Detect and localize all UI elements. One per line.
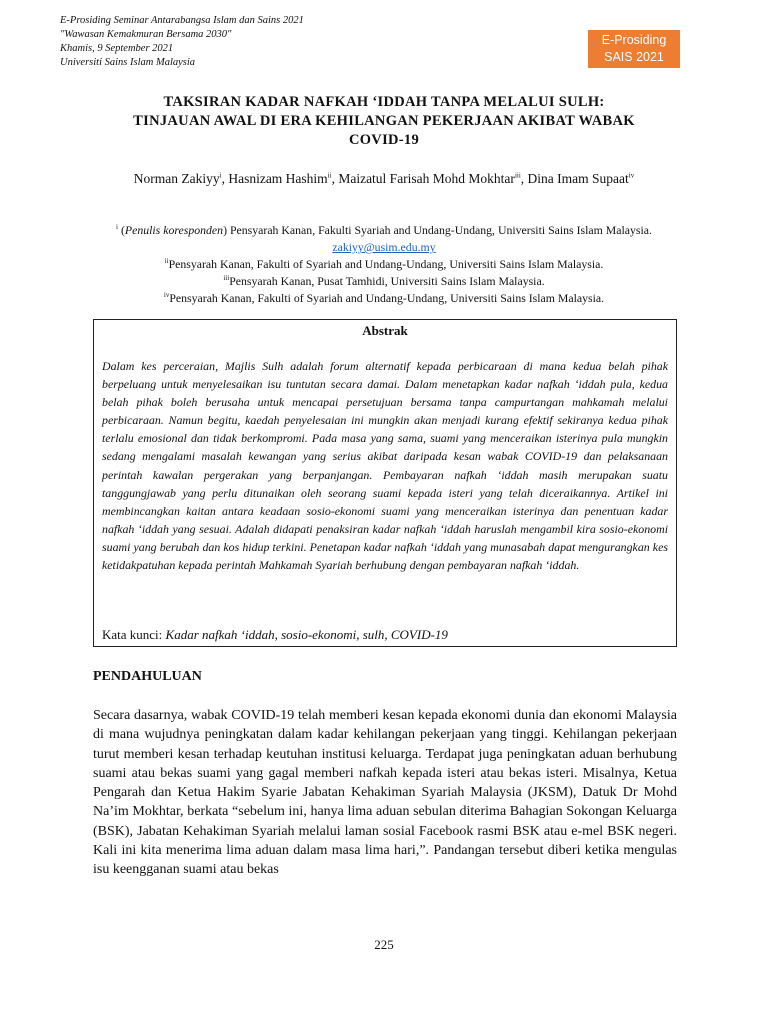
affiliation-mark: ii (164, 257, 169, 266)
section-heading: PENDAHULUAN (93, 669, 202, 684)
affiliations (90, 222, 678, 307)
affiliation-4 (90, 290, 678, 307)
body-paragraph: Secara dasarnya, wabak COVID-19 telah memberi kesan kepada ekonomi dunia dan ekonomi Malaysia di mana wujudnya peningkatan dalam kadar kehilangan pekerjaan yang tinggi. Kehilangan pekerjaan turut memberi kesan terhadap keutuhan institusi keluarga. Terdapat juga peningkatan aduan berhubung suami atau bekas suami yang gagal memberi nafkah kepada isteri atau bekas isteri. Misalnya, Ketua Pengarah dan Ketua Hakim Syarie Jabatan Kehakiman Syariah Malaysia (JKSM), Datuk Dr Mohd Na’im Mokhtar, berkata “sebelum ini, hanya lima aduan sebulan diterima Bahagian Sokongan Keluarga (BSK), Jabatan Kehakiman Syariah melalui laman sosial Facebook rasmi BSK atau e-mel BSK negeri. Kali ini kita menerima lima aduan dalam masa lima hari,”. Pandangan tersebut diberi ketika mengulas isu keengganan suami atau bekas (93, 708, 677, 878)
badge-line-1: E-Prosiding (601, 33, 667, 47)
paper-title (70, 93, 698, 150)
author-mark: iv (628, 171, 635, 180)
header-line-3: Khamis, 9 September 2021 (60, 43, 174, 54)
keywords-value: Kadar nafkah ‘iddah, sosio-ekonomi, sulh, COVID-19 (165, 627, 448, 642)
keywords (102, 627, 668, 643)
abstract-heading: Abstrak (362, 323, 408, 338)
author-list (90, 170, 678, 188)
badge-line-2: SAIS 2021 (604, 50, 664, 64)
affiliation-text: Pensyarah Kanan, Pusat Tamhidi, Universiti Sains Islam Malaysia. (229, 274, 545, 288)
author-mark: ii (327, 171, 332, 180)
affiliation-3 (90, 273, 678, 290)
author-mark: i (219, 171, 222, 180)
affiliation-mark: iv (163, 291, 170, 300)
proceedings-badge (588, 30, 680, 68)
page-number: 225 (374, 937, 394, 952)
header-line-2: "Wawasan Kemakmuran Bersama 2030" (60, 29, 232, 40)
affiliation-mark: i (116, 223, 118, 232)
title-line-3: COVID-19 (348, 132, 420, 148)
affiliation-text: Pensyarah Kanan, Fakulti Syariah and Undang-Undang, Universiti Sains Islam Malaysia. (229, 223, 652, 237)
keywords-label: Kata kunci: (102, 627, 163, 642)
author-name: Maizatul Farisah Mohd Mokhtar (338, 171, 515, 186)
abstract-box (93, 319, 677, 647)
title-line-1: TAKSIRAN KADAR NAFKAH ‘IDDAH TANPA MELALUI SULH: (163, 94, 605, 110)
affiliation-text: Pensyarah Kanan, Fakulti of Syariah and Undang-Undang, Universiti Sains Islam Malaysia. (169, 291, 605, 305)
affiliation-mark: iii (223, 274, 230, 283)
email-link[interactable]: zakiyy@usim.edu.my (332, 240, 436, 254)
author-separator: , (520, 171, 528, 186)
header-line-1: E-Prosiding Seminar Antarabangsa Islam dan Sains 2021 (60, 15, 304, 26)
author-name: Dina Imam Supaat (527, 171, 629, 186)
affiliation-2 (90, 256, 678, 273)
proceedings-header (60, 14, 304, 70)
abstract-text: Dalam kes perceraian, Majlis Sulh adalah forum alternatif kepada perbicaraan di mana kedua belah pihak berpeluang untuk menyelesaikan isu tuntutan secara damai. Dalam menetapkan kadar nafkah ‘iddah pula, kedua belah pihak boleh berusaha untuk mencapai persetujuan bersama tanpa campurtangan mahkamah melalui perbicaraan. Namun begitu, kaedah penyelesaian ini mungkin akan menjadi kurang efektif sekiranya kedua pihak terlalu emosional dan tidak berkompromi. Pada masa yang sama, suami yang menceraikan isterinya pula mungkin sedang mengalami masalah kewangan yang serius akibat daripada kesan wabak COVID-19 dan pelaksanaan perintah kawalan pergerakan yang berpanjangan. Pembayaran nafkah ‘iddah masih merupakan suatu tanggungjawab yang perlu ditunaikan oleh seorang suami kepada isteri yang telah diceraikannya. Artikel ini membincangkan kaitan antara keadaan sosio-ekonomi suami yang menceraikan isterinya dan penentuan kadar nafkah ‘iddah yang sesuai. Adalah didapati penaksiran kadar nafkah ‘iddah haruslah mengambil kira sosio-ekonomi suami yang berubah dan kos hidup terkini. Penetapan kadar nafkah ‘iddah yang munasabah dapat mengurangkan kes ketidakpatuhan kepada perintah Mahkamah Syariah berhubung dengan pembayaran nafkah ‘iddah. (102, 359, 668, 573)
author-separator: , (221, 171, 229, 186)
corresponding-author-note: Penulis koresponden (124, 223, 224, 237)
author-name: Hasnizam Hashim (228, 171, 328, 186)
title-line-2: TINJAUAN AWAL DI ERA KEHILANGAN PEKERJAAN AKIBAT WABAK (133, 113, 635, 129)
author-name: Norman Zakiyy (133, 171, 220, 186)
author-mark: iii (514, 171, 521, 180)
affiliation-1: $^i$ (Penulis koresponden) Pensyarah Kanan, Fakulti Syariah and Undang-Undang, Universiti Sains Islam Malaysia. zakiyy@usim.edu.my (116, 223, 652, 254)
header-line-4: Universiti Sains Islam Malaysia (60, 57, 196, 68)
author-separator: , (331, 171, 339, 186)
affiliation-text: Pensyarah Kanan, Fakulti of Syariah and Undang-Undang, Universiti Sains Islam Malaysia. (168, 257, 604, 271)
